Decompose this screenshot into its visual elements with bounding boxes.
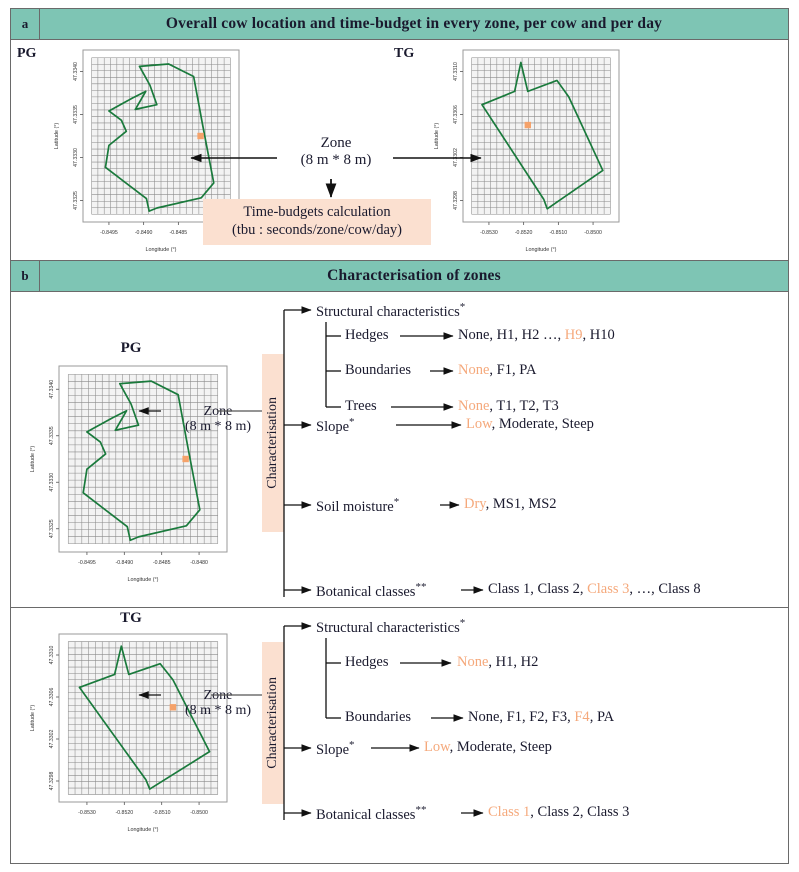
- pg-zone-line2: (8 m * 8 m): [184, 419, 252, 435]
- tg-zone-label: [163, 688, 273, 719]
- asterisk-marker: **: [415, 804, 427, 816]
- pg-zone-line1: Zone: [203, 404, 233, 419]
- tg-botanical-label: Botanical classes**: [316, 804, 427, 823]
- pg-slope-values-post: , Moderate, Steep: [491, 416, 594, 432]
- svg-text:47.3302: 47.3302: [453, 148, 459, 167]
- pg-hedges-values: [458, 327, 615, 344]
- pg-trees-label: Trees: [345, 398, 377, 414]
- svg-text:-0.8510: -0.8510: [152, 810, 171, 816]
- time-budget-line1: Time-budgets calculation: [243, 204, 391, 220]
- svg-text:47.3335: 47.3335: [49, 426, 55, 446]
- svg-text:Latitude (°): Latitude (°): [54, 122, 60, 150]
- svg-text:47.3330: 47.3330: [73, 148, 79, 167]
- svg-text:47.3335: 47.3335: [73, 105, 79, 124]
- svg-text:47.3306: 47.3306: [49, 687, 55, 707]
- svg-text:-0.8490: -0.8490: [115, 560, 134, 566]
- svg-text:-0.8485: -0.8485: [152, 560, 171, 566]
- pg-trees-values: [458, 398, 559, 415]
- tg-zone-line1: Zone: [203, 688, 233, 703]
- svg-text:-0.8485: -0.8485: [169, 230, 188, 236]
- tg-boundaries-values-post: , PA: [589, 709, 615, 725]
- svg-text:47.3306: 47.3306: [453, 105, 459, 124]
- pg-slope-label: Slope*: [316, 416, 355, 435]
- asterisk-marker: *: [459, 617, 466, 629]
- pg-soil-values-post: , MS1, MS2: [485, 496, 557, 512]
- svg-text:-0.8480: -0.8480: [190, 560, 208, 566]
- panel-a-tg-label: TG: [394, 46, 415, 61]
- tg-zone-line2: (8 m * 8 m): [184, 703, 252, 719]
- pg-hedges-values-highlight: H9: [564, 327, 583, 343]
- tg-boundaries-values-pre: None, F1, F2, F3,: [468, 709, 575, 725]
- svg-text:47.3330: 47.3330: [49, 472, 55, 492]
- svg-text:Longitude (°): Longitude (°): [127, 827, 159, 833]
- svg-text:47.3310: 47.3310: [49, 645, 55, 665]
- figure-container: [10, 8, 789, 864]
- tg-map-panel-b: [25, 628, 237, 841]
- tg-structural-label: Structural characteristics*: [316, 617, 466, 636]
- panel-a-zone-line2: (8 m * 8 m): [300, 151, 372, 168]
- panel-a-header: [11, 9, 788, 40]
- tg-map-title: TG: [120, 610, 142, 626]
- tg-boundaries-label: Boundaries: [345, 709, 412, 725]
- tg-hedges-label: Hedges: [345, 654, 389, 670]
- svg-text:47.3310: 47.3310: [453, 62, 459, 81]
- svg-text:47.3298: 47.3298: [49, 771, 55, 791]
- svg-text:Longitude (°): Longitude (°): [525, 247, 557, 253]
- panel-b-header: [11, 261, 788, 292]
- pg-soil-values-highlight: Dry: [464, 496, 486, 512]
- pg-slope-values: [466, 416, 594, 433]
- panel-b-tg-section: [11, 608, 788, 843]
- svg-text:47.3298: 47.3298: [453, 191, 459, 210]
- asterisk-marker: *: [349, 416, 355, 428]
- tg-slope-values: [424, 739, 552, 756]
- tg-characterisation-box: [262, 642, 284, 804]
- panel-a-title: Overall cow location and time-budget in every zone, per cow and per day: [165, 15, 663, 32]
- svg-text:47.3325: 47.3325: [49, 519, 55, 539]
- pg-soil-label: Soil moisture*: [316, 496, 400, 515]
- panel-a-zone-label: [276, 135, 396, 169]
- svg-text:47.3340: 47.3340: [49, 379, 55, 399]
- svg-text:-0.8495: -0.8495: [100, 230, 118, 236]
- pg-map-panel-b: [25, 360, 237, 591]
- panel-b-title: Characterisation of zones: [327, 267, 501, 284]
- svg-text:-0.8530: -0.8530: [78, 810, 96, 816]
- pg-map-title: PG: [120, 340, 142, 356]
- svg-text:Longitude (°): Longitude (°): [145, 247, 177, 253]
- pg-botanical-label: Botanical classes**: [316, 581, 427, 600]
- svg-text:-0.8495: -0.8495: [78, 560, 96, 566]
- tg-map-panel-a: [429, 44, 629, 261]
- pg-slope-values-highlight: Low: [466, 416, 492, 432]
- time-budget-box: [203, 199, 431, 245]
- svg-text:-0.8510: -0.8510: [549, 230, 568, 236]
- pg-boundaries-values: [458, 362, 536, 379]
- tg-hedges-values: [457, 654, 538, 671]
- pg-botanical-values-pre: Class 1, Class 2,: [488, 581, 588, 597]
- panel-a-body: [11, 40, 788, 261]
- svg-text:-0.8490: -0.8490: [134, 230, 153, 236]
- tg-slope-label: Slope*: [316, 739, 355, 758]
- pg-trees-values-post: , T1, T2, T3: [489, 398, 559, 414]
- asterisk-marker: **: [415, 581, 427, 593]
- tg-hedges-values-post: , H1, H2: [488, 654, 539, 670]
- svg-text:47.3325: 47.3325: [73, 191, 79, 210]
- svg-text:Latitude (°): Latitude (°): [434, 122, 440, 150]
- pg-hedges-values-post: , H10: [582, 327, 615, 343]
- pg-boundaries-label: Boundaries: [345, 362, 412, 378]
- tg-boundaries-values-highlight: F4: [574, 709, 590, 725]
- pg-structural-label: Structural characteristics*: [316, 301, 466, 320]
- svg-text:-0.8500: -0.8500: [190, 810, 208, 816]
- asterisk-marker: *: [349, 739, 355, 751]
- asterisk-marker: *: [393, 496, 400, 508]
- svg-text:Latitude (°): Latitude (°): [30, 445, 36, 473]
- svg-text:-0.8520: -0.8520: [514, 230, 533, 236]
- svg-text:47.3340: 47.3340: [73, 62, 79, 81]
- pg-characterisation-box: [262, 354, 284, 532]
- pg-botanical-values: [488, 581, 701, 598]
- svg-text:-0.8520: -0.8520: [115, 810, 134, 816]
- tg-slope-values-post: , Moderate, Steep: [449, 739, 552, 755]
- panel-a-zone-line1: Zone: [320, 135, 352, 151]
- svg-text:Longitude (°): Longitude (°): [127, 577, 159, 583]
- tg-hedges-values-highlight: None: [457, 654, 489, 670]
- tg-characterisation-label: Characterisation: [265, 677, 280, 769]
- panel-a-letter: a: [11, 9, 40, 39]
- pg-characterisation-label: Characterisation: [265, 397, 280, 489]
- svg-text:-0.8500: -0.8500: [584, 230, 602, 236]
- tg-botanical-values-highlight: Class 1: [488, 804, 531, 820]
- pg-boundaries-values-post: , F1, PA: [489, 362, 537, 378]
- pg-soil-values: [464, 496, 557, 513]
- pg-hedges-label: Hedges: [345, 327, 389, 343]
- pg-zone-label: [163, 404, 273, 435]
- tg-botanical-values: [488, 804, 629, 821]
- tg-slope-values-highlight: Low: [424, 739, 450, 755]
- tg-botanical-values-post: , Class 2, Class 3: [530, 804, 630, 820]
- time-budget-line2: (tbu : seconds/zone/cow/day): [232, 221, 402, 238]
- pg-trees-values-highlight: None: [458, 398, 490, 414]
- pg-botanical-values-post: , …, Class 8: [629, 581, 701, 597]
- panel-a-pg-label: PG: [17, 46, 37, 61]
- svg-text:-0.8530: -0.8530: [480, 230, 498, 236]
- asterisk-marker: *: [459, 301, 466, 313]
- panel-b-letter: b: [11, 261, 40, 291]
- tg-boundaries-values: [468, 709, 614, 726]
- pg-hedges-values-pre: None, H1, H2 …,: [458, 327, 565, 343]
- svg-text:47.3302: 47.3302: [49, 729, 55, 749]
- pg-boundaries-values-highlight: None: [458, 362, 490, 378]
- panel-b-pg-section: [11, 292, 788, 608]
- pg-botanical-values-highlight: Class 3: [587, 581, 630, 597]
- svg-text:Latitude (°): Latitude (°): [30, 704, 36, 732]
